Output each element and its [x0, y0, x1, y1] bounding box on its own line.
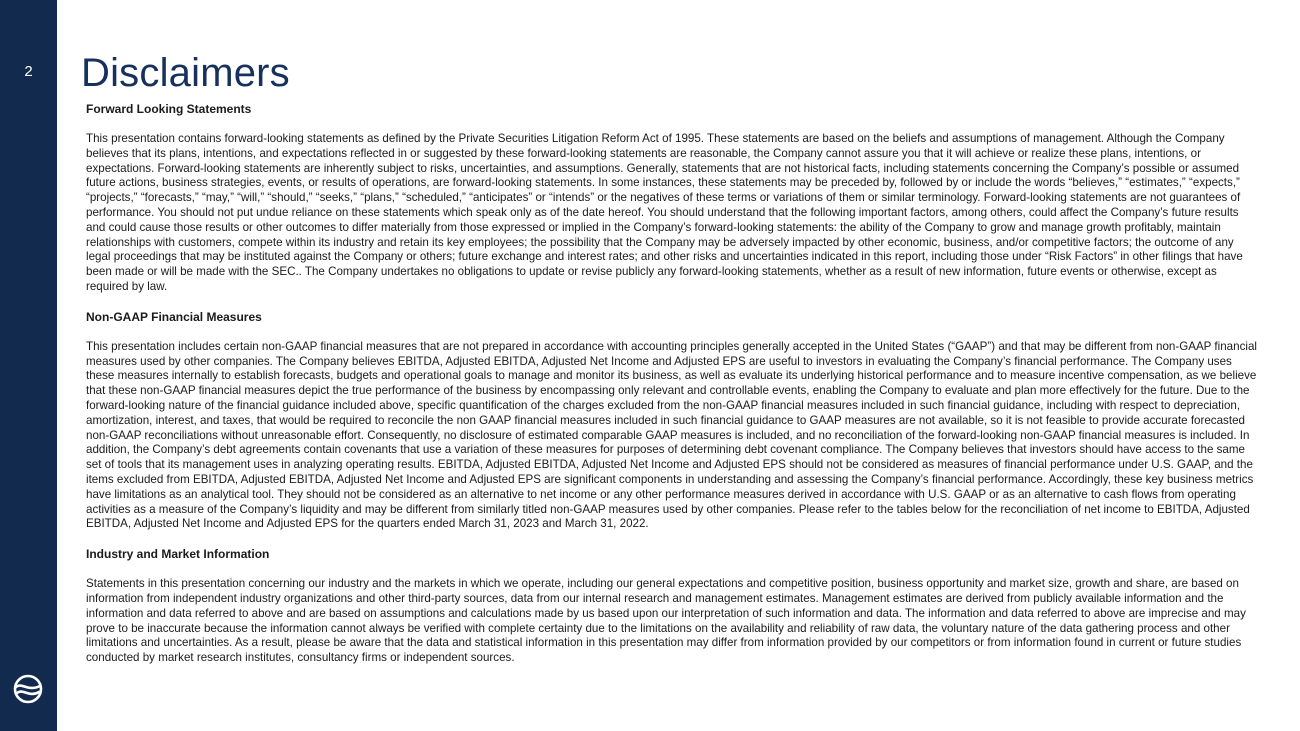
wave-globe-logo-icon [12, 673, 44, 705]
section-body: Statements in this presentation concerning our industry and the markets in which we operate, including our general expectations and competitive position, business opportunity and market size, growth and share, are based on information from independent industry organizations and other third-party sources, data from our internal research and management estimates. Management estimates are derived from publicly available information and the information and data referred to above and are based on assumptions and calculations made by us based upon our interpretation of such information and data. The information and data referred to above are imprecise and may prove to be inaccurate because the information cannot always be verified with complete certainty due to the limitations on the availability and reliability of raw data, the voluntary nature of the data gathering process and other limitations and uncertainties. As a result, please be aware that the data and statistical information in this presentation may differ from information provided by our competitors or from information found in current or future studies conducted by market research institutes, consultancy firms or independent sources. [86, 577, 1246, 665]
section-heading: Industry and Market Information [86, 547, 270, 562]
forward-looking-section [86, 102, 1258, 295]
section-body: This presentation contains forward-looking statements as defined by the Private Securities Litigation Reform Act of 1995. These statements are based on the beliefs and assumptions of management. Although the Company believes that its plans, intentions, and expectations reflected in or suggested by these forward-looking statements are reasonable, the Company cannot assure you that it will achieve or realize these plans, intentions, or expectations. Forward-looking statements are inherently subject to risks, uncertainties, and assumptions. Generally, statements that are not historical facts, including statements concerning the Company’s possible or assumed future actions, business strategies, events, or results of operations, are forward-looking statements. In some instances, these statements may be preceded by, followed by or include the words “believes,” “estimates,” “expects,” “projects,” “forecasts,” “may,” “will,” “should,” “seeks,” “plans,” “scheduled,” “anticipates” or “intends” or the negatives of these terms or variations of them or similar terminology. Forward-looking statements are not guarantees of performance. You should not put undue reliance on these statements which speak only as of the date hereof. You should understand that the following important factors, among others, could affect the Company’s future results and could cause those results or other outcomes to differ materially from those expressed or implied in the Company’s forward-looking statements: the ability of the Company to grow and manage growth profitably, maintain relationships with customers, compete within its industry and retain its key employees; the possibility that the Company may be adversely impacted by other economic, business, and/or competitive factors; the outcome of any legal proceedings that may be instituted against the Company or others; future exchange and interest rates; and other risks and uncertainties indicated in this report, including those under “Risk Factors” in other filings that have been made or will be made with the SEC.. The Company undertakes no obligations to update or revise publicly any forward-looking statements, whether as a result of new information, future events or otherwise, except as required by law. [86, 132, 1243, 293]
section-body: This presentation includes certain non-GAAP financial measures that are not prepared in accordance with accounting principles generally accepted in the United States (“GAAP”) and that may be different from non-GAAP financial measures used by other companies. The Company believes EBITDA, Adjusted EBITDA, Adjusted Net Income and Adjusted EPS are useful to investors in evaluating the Company’s financial performance. The Company uses these measures internally to establish forecasts, budgets and operational goals to manage and monitor its business, as well as evaluate its underlying historical performance and to measure incentive compensation, as we believe that these non-GAAP financial measures depict the true performance of the business by encompassing only relevant and controllable events, enabling the Company to evaluate and plan more effectively for the future. Due to the forward-looking nature of the financial guidance included above, specific quantification of the charges excluded from the non-GAAP financial measures included in such financial guidance, including with respect to depreciation, amortization, interest, and taxes, that would be required to reconcile the non GAAP financial measures included in such financial guidance to GAAP measures are not available, so it is not feasible to provide accurate forecasted non-GAAP reconciliations without unreasonable effort. Consequently, no disclosure of estimated comparable GAAP measures is included, and no reconciliation of the forward-looking non-GAAP financial measures is included. In addition, the Company’s debt agreements contain covenants that use a variation of these measures for purposes of determining debt covenant compliance. The Company believes that investors should have access to the same set of tools that its management uses in analyzing operating results. EBITDA, Adjusted EBITDA, Adjusted Net Income and Adjusted EPS should not be considered as measures of financial performance under U.S. GAAP, and the items excluded from EBITDA, Adjusted EBITDA, Adjusted Net Income and Adjusted EPS are significant components in understanding and assessing the Company’s financial performance. Accordingly, these key business metrics have limitations as an analytical tool. They should not be considered as an alternative to net income or any other performance measures derived in accordance with U.S. GAAP or as an alternative to cash flows from operating activities as a measure of the Company’s liquidity and may be different from similarly titled non-GAAP measures used by other companies. Please refer to the tables below for the reconciliation of net income to EBITDA, Adjusted EBITDA, Adjusted Net Income and Adjusted EPS for the quarters ended March 31, 2023 and March 31, 2022. [86, 339, 1257, 531]
industry-market-section [86, 547, 1258, 666]
section-heading: Non-GAAP Financial Measures [86, 309, 262, 324]
page-number: 2 [24, 63, 33, 80]
page-title: Disclaimers [81, 51, 290, 95]
non-gaap-section [86, 310, 1258, 532]
sidebar [0, 0, 57, 731]
section-heading: Forward Looking Statements [86, 102, 252, 116]
disclaimer-content [86, 102, 1258, 681]
